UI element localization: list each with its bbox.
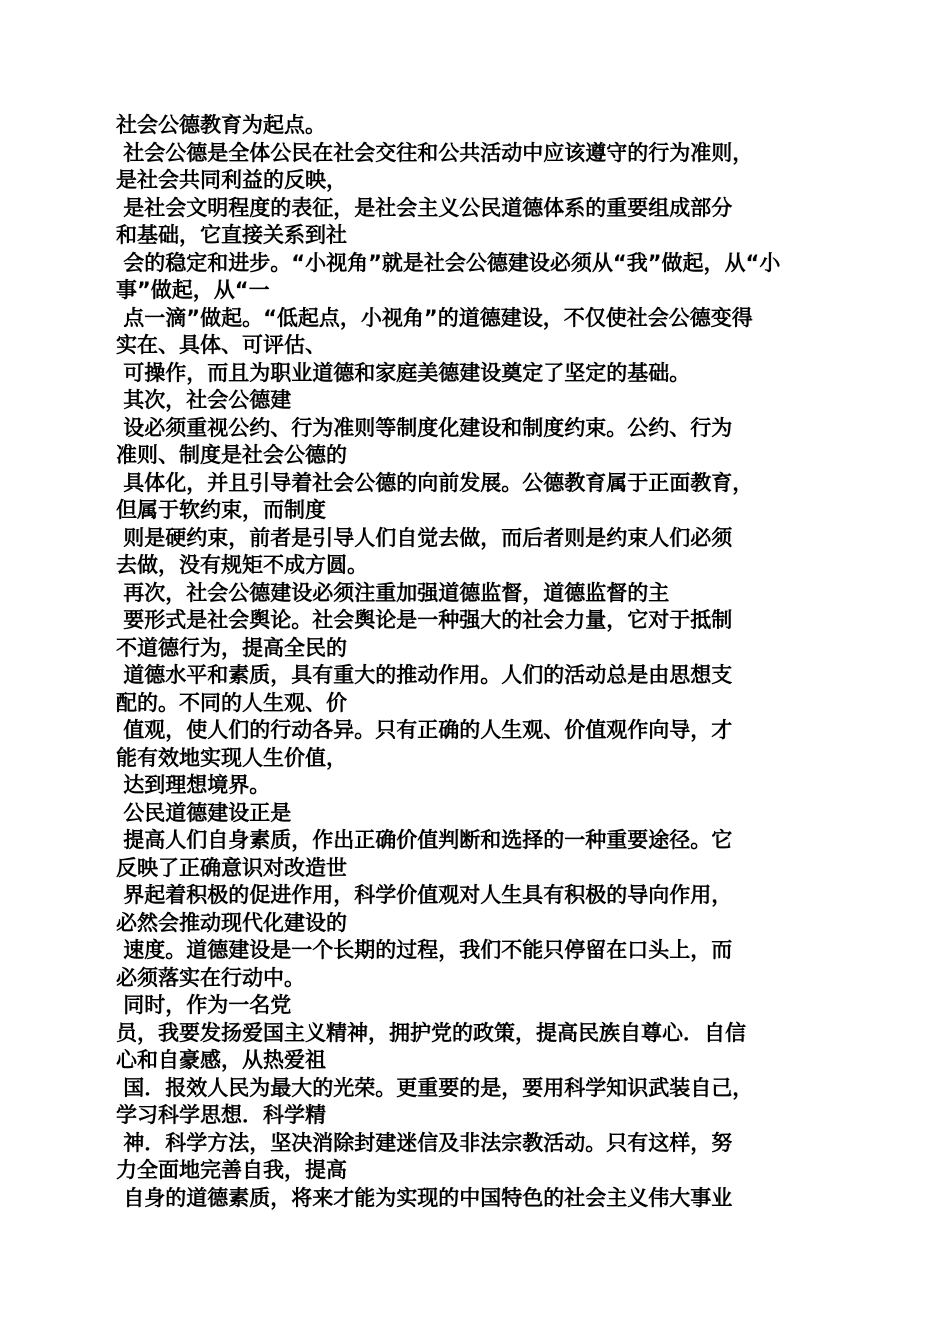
text-line: 设必须重视公约、行为准则等制度化建设和制度约束。公约、行为 bbox=[116, 415, 733, 440]
text-line: 但属于软约束，而制度 bbox=[116, 498, 326, 522]
text-line: 是社会共同利益的反映， bbox=[116, 168, 347, 192]
text-line: 提高人们自身素质，作出正确价值判断和选择的一种重要途径。它 bbox=[116, 828, 733, 852]
text-line: 速度。道德建设是一个长期的过程，我们不能只停留在口头上，而 bbox=[116, 938, 733, 962]
text-line: 界起着积极的促进作用，科学价值观对人生具有积极的导向作用， bbox=[116, 883, 733, 907]
text-line: 必然会推动现代化建设的 bbox=[116, 910, 347, 935]
text-line: 社会公德教育为起点。 bbox=[116, 113, 326, 137]
text-line: 则是硬约束，前者是引导人们自觉去做，而后者则是约束人们必须 bbox=[116, 525, 733, 550]
text-line: 社会公德是全体公民在社会交往和公共活动中应该遵守的行为准则， bbox=[116, 140, 754, 165]
text-line: 公民道德建设正是 bbox=[116, 800, 292, 825]
text-line: 神．科学方法，坚决消除封建迷信及非法宗教活动。只有这样，努 bbox=[116, 1130, 733, 1155]
text-line: 其次，社会公德建 bbox=[116, 388, 292, 412]
text-line: 点一滴”做起。“低起点，小视角”的道德建设，不仅使社会公德变得 bbox=[116, 305, 753, 330]
text-line: 自身的道德素质，将来才能为实现的中国特色的社会主义伟大事业 bbox=[116, 1185, 733, 1210]
text-line: 道德水平和素质，具有重大的推动作用。人们的活动总是由思想支 bbox=[116, 663, 733, 687]
text-line: 反映了正确意识对改造世 bbox=[116, 855, 347, 880]
text-line: 可操作，而且为职业道德和家庭美德建设奠定了坚定的基础。 bbox=[116, 360, 691, 385]
text-line: 同时，作为一名党 bbox=[116, 993, 292, 1017]
text-line: 学习科学思想．科学精 bbox=[116, 1103, 326, 1127]
text-line: 达到理想境界。 bbox=[116, 773, 271, 797]
text-line: 必须落实在行动中。 bbox=[116, 965, 305, 990]
text-line: 员，我要发扬爱国主义精神，拥护党的政策，提高民族自尊心．自信 bbox=[116, 1020, 746, 1045]
text-line: 要形式是社会舆论。社会舆论是一种强大的社会力量，它对于抵制 bbox=[116, 608, 733, 632]
text-line: 不道德行为，提高全民的 bbox=[116, 635, 347, 660]
text-line: 是社会文明程度的表征，是社会主义公民道德体系的重要组成部分 bbox=[116, 195, 733, 220]
text-line: 和基础，它直接关系到社 bbox=[116, 223, 347, 247]
text-line: 事”做起，从“一 bbox=[116, 278, 270, 302]
text-line: 配的。不同的人生观、价 bbox=[116, 690, 347, 715]
text-line: 会的稳定和进步。“小视角”就是社会公德建设必须从“我”做起，从“小 bbox=[116, 250, 781, 275]
text-line: 实在、具体、可评估、 bbox=[116, 333, 326, 357]
text-line: 准则、制度是社会公德的 bbox=[116, 443, 347, 467]
text-line: 值观，使人们的行动各异。只有正确的人生观、价值观作向导，才 bbox=[116, 718, 733, 742]
text-line: 再次，社会公德建设必须注重加强道德监督，道德监督的主 bbox=[116, 580, 670, 605]
text-line: 国．报效人民为最大的光荣。更重要的是，要用科学知识武装自己， bbox=[116, 1075, 754, 1100]
text-line: 去做，没有规矩不成方圆。 bbox=[116, 553, 368, 577]
document-body bbox=[116, 112, 836, 1212]
text-line: 力全面地完善自我，提高 bbox=[116, 1158, 347, 1182]
text-line: 具体化，并且引导着社会公德的向前发展。公德教育属于正面教育， bbox=[116, 470, 754, 495]
text-line: 能有效地实现人生价值， bbox=[116, 745, 347, 770]
text-line: 心和自豪感，从热爱祖 bbox=[116, 1048, 326, 1072]
